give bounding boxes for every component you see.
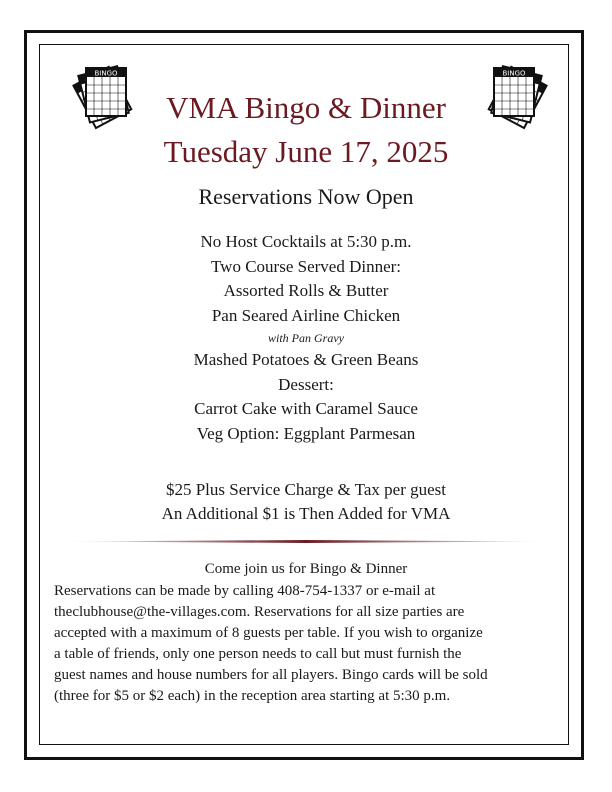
menu-item: Assorted Rolls & Butter bbox=[223, 281, 389, 300]
menu-item: Carrot Cake with Caramel Sauce bbox=[194, 399, 418, 418]
card-label: BINGO bbox=[502, 69, 526, 78]
menu-item: Mashed Potatoes & Green Beans bbox=[193, 350, 419, 369]
body-line: guest names and house numbers for all players. Bingo cards will be sold bbox=[54, 667, 488, 683]
card-label: BINGO bbox=[94, 69, 118, 78]
body-line: Reservations can be made by calling 408-754-1337 or e-mail at bbox=[54, 583, 436, 599]
menu-item-note: with Pan Gravy bbox=[268, 331, 344, 345]
menu-list bbox=[0, 230, 612, 446]
join-heading: Come join us for Bingo & Dinner bbox=[204, 561, 408, 577]
price-line: An Additional $1 is Then Added for VMA bbox=[161, 504, 451, 523]
event-title: VMA Bingo & Dinner bbox=[166, 90, 446, 125]
reservations-heading: Reservations Now Open bbox=[198, 184, 414, 209]
price-block bbox=[0, 478, 612, 526]
menu-item: Dessert: bbox=[278, 374, 334, 394]
event-date: Tuesday June 17, 2025 bbox=[163, 134, 449, 169]
body-line: (three for $5 or $2 each) in the reception area starting at 5:30 p.m. bbox=[54, 688, 451, 704]
body-line: a table of friends, only one person needs to call but must furnish the bbox=[54, 646, 462, 662]
body-line: accepted with a maximum of 8 guests per table. If you wish to organize bbox=[54, 625, 483, 641]
reservation-details bbox=[54, 581, 554, 707]
menu-item: Two Course Served Dinner: bbox=[210, 256, 402, 276]
menu-item: Pan Seared Airline Chicken bbox=[211, 305, 401, 325]
body-line: theclubhouse@the-villages.com. Reservations for all size parties are bbox=[54, 604, 465, 620]
price-line: $25 Plus Service Charge & Tax per guest bbox=[165, 480, 447, 499]
section-divider bbox=[60, 540, 552, 543]
menu-item: No Host Cocktails at 5:30 p.m. bbox=[200, 232, 412, 251]
menu-item: Veg Option: Eggplant Parmesan bbox=[196, 423, 416, 443]
